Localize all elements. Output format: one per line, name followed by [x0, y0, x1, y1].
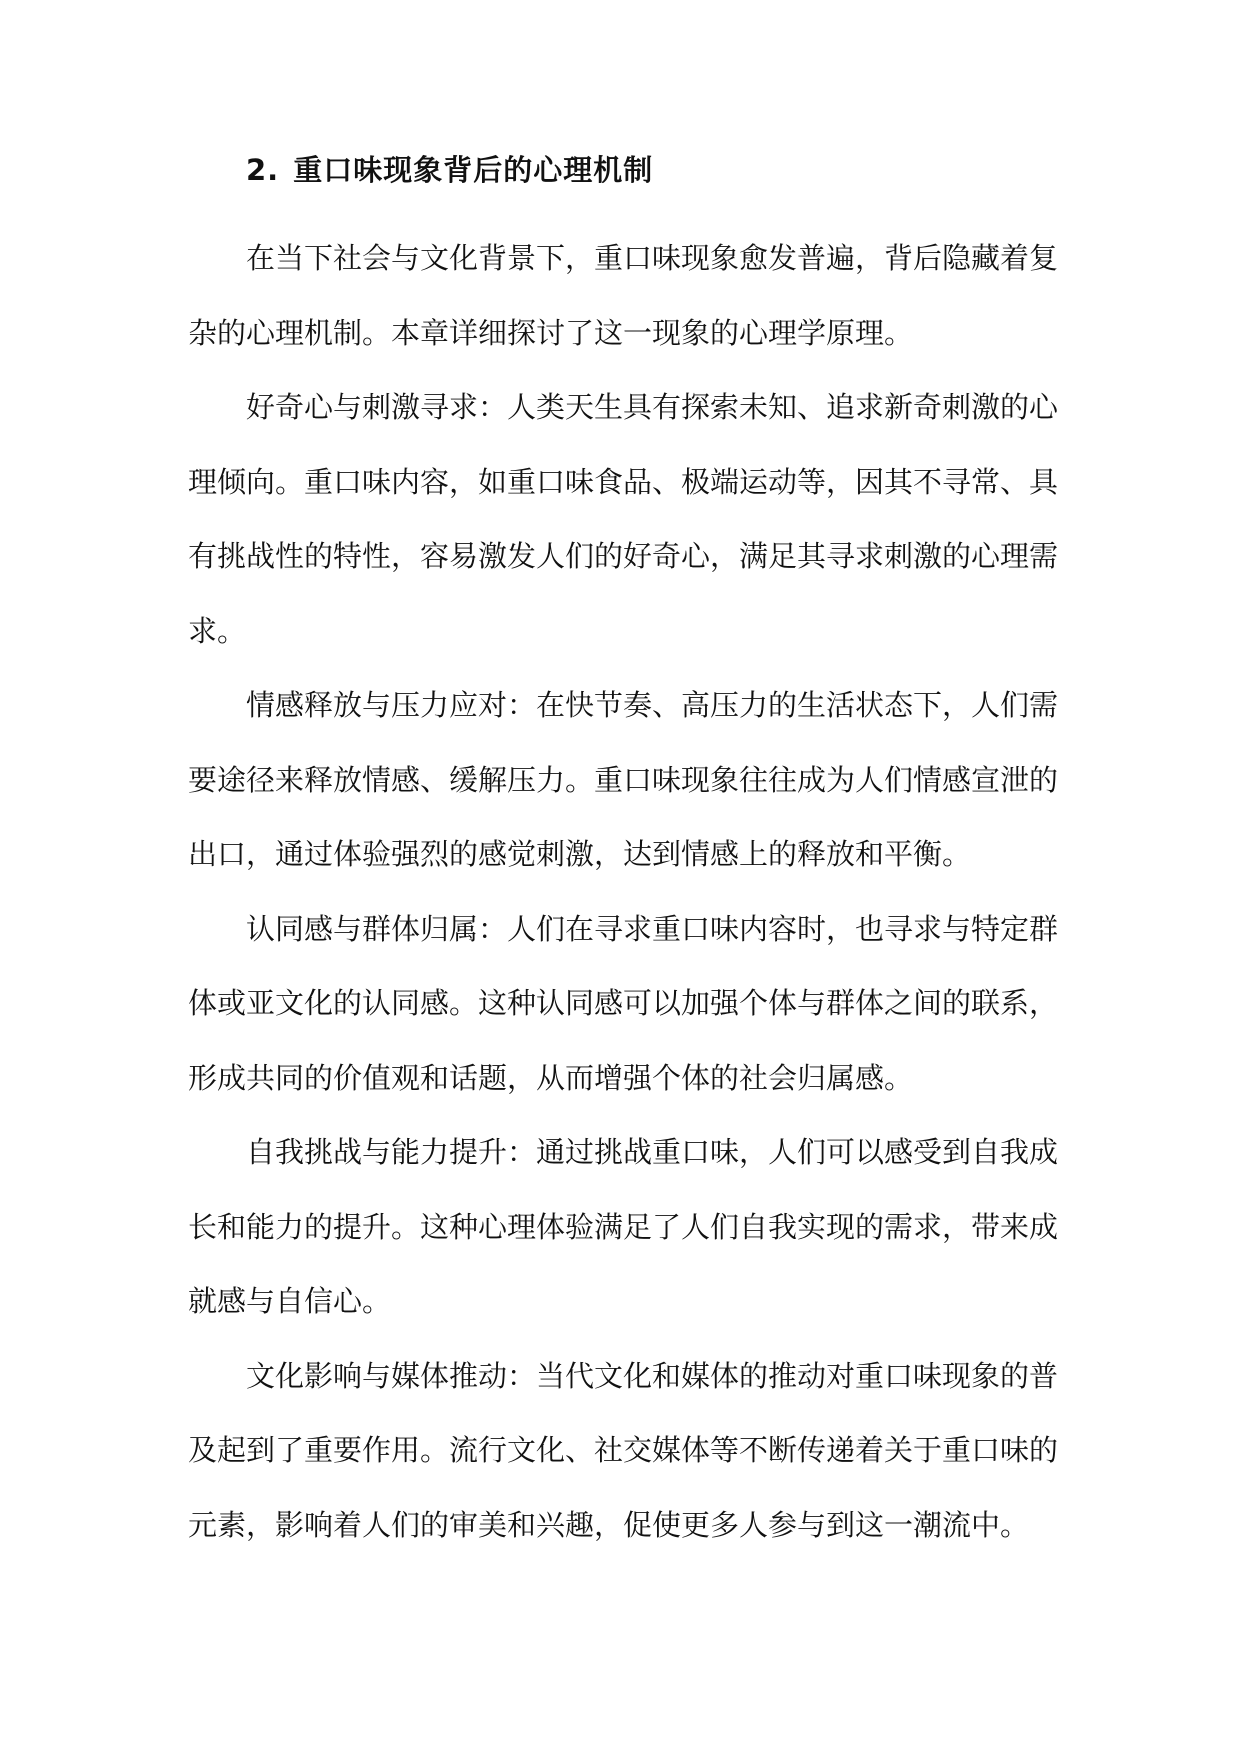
paragraph	[188, 370, 1058, 668]
paragraph-line: 理倾向。重口味内容，如重口味食品、极端运动等，因其不寻常、具	[188, 464, 1059, 499]
paragraph-line: 形成共同的价值观和话题，从而增强个体的社会归属感。	[188, 1060, 914, 1095]
section-title: 重口味现象背后的心理机制	[293, 153, 654, 187]
body-text	[188, 221, 1058, 1562]
paragraph-line: 好奇心与刺激寻求：人类天生具有探索未知、追求新奇刺激的心	[246, 390, 1059, 424]
paragraph-line: 元素，影响着人们的审美和兴趣，促使更多人参与到这一潮流中。	[188, 1507, 1030, 1542]
paragraph-line: 有挑战性的特性，容易激发人们的好奇心，满足其寻求刺激的心理需	[188, 539, 1059, 573]
paragraph-line: 要途径来释放情感、缓解压力。重口味现象往往成为人们情感宣泄的	[188, 762, 1059, 797]
paragraph	[188, 1115, 1058, 1339]
section-heading	[246, 148, 653, 189]
paragraph-line: 文化影响与媒体推动：当代文化和媒体的推动对重口味现象的普	[246, 1358, 1059, 1393]
paragraph-line: 在当下社会与文化背景下，重口味现象愈发普遍，背后隐藏着复	[246, 241, 1059, 275]
paragraph-line: 出口，通过体验强烈的感觉刺激，达到情感上的释放和平衡。	[188, 837, 972, 871]
paragraph-line: 长和能力的提升。这种心理体验满足了人们自我实现的需求，带来成	[188, 1209, 1059, 1244]
paragraph-line: 自我挑战与能力提升：通过挑战重口味，人们可以感受到自我成	[246, 1135, 1059, 1169]
paragraph	[188, 892, 1058, 1116]
paragraph-line: 情感释放与压力应对：在快节奏、高压力的生活状态下，人们需	[246, 688, 1059, 722]
paragraph-line: 求。	[188, 613, 247, 648]
paragraph	[188, 1339, 1058, 1563]
paragraph	[188, 221, 1058, 370]
paragraph-line: 杂的心理机制。本章详细探讨了这一现象的心理学原理。	[188, 315, 914, 350]
paragraph-line: 体或亚文化的认同感。这种认同感可以加强个体与群体之间的联系，	[188, 986, 1059, 1020]
paragraph-line: 及起到了重要作用。流行文化、社交媒体等不断传递着关于重口味的	[188, 1433, 1059, 1467]
section-number: 2.	[246, 153, 280, 187]
paragraph	[188, 668, 1058, 892]
paragraph-line: 认同感与群体归属：人们在寻求重口味内容时，也寻求与特定群	[246, 911, 1059, 946]
paragraph-line: 就感与自信心。	[188, 1284, 392, 1318]
